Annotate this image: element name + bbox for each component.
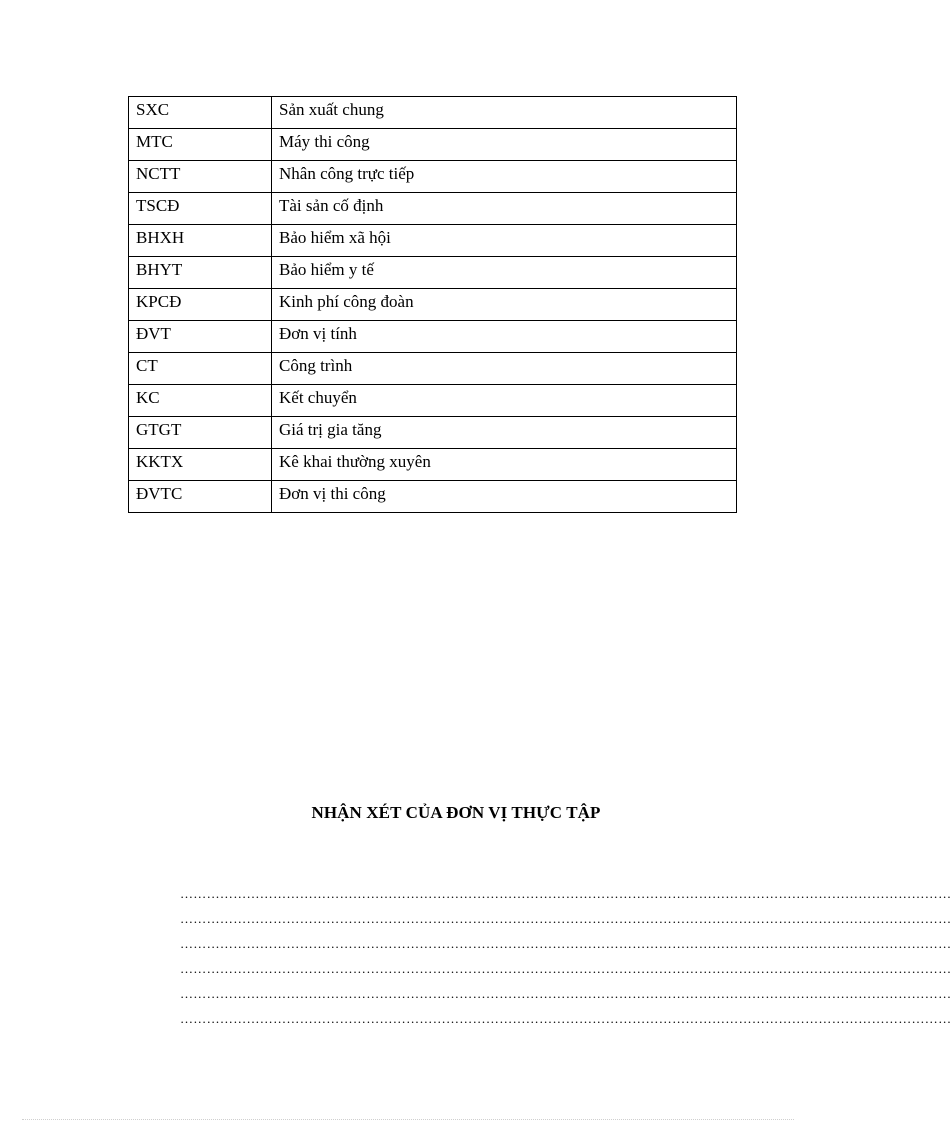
abbreviation-code: CT: [129, 353, 272, 385]
table-row: [129, 161, 737, 193]
blank-dotted-line: …………………………………………………………………………………………………………………………………………………………: [180, 1011, 951, 1026]
abbreviation-code: ĐVT: [129, 321, 272, 353]
abbreviation-table: [128, 96, 737, 513]
table-row: [129, 353, 737, 385]
table-row: [129, 449, 737, 481]
abbreviation-meaning: Máy thi công: [272, 129, 737, 161]
abbreviation-meaning: Sản xuất chung: [272, 97, 737, 129]
abbreviation-code: TSCĐ: [129, 193, 272, 225]
abbreviation-code: KPCĐ: [129, 289, 272, 321]
abbreviation-code: MTC: [129, 129, 272, 161]
page-bottom-divider: [22, 1119, 794, 1120]
abbreviation-code: GTGT: [129, 417, 272, 449]
blank-dotted-line: …………………………………………………………………………………………………………………………………………………………: [180, 886, 951, 901]
blank-dotted-line: …………………………………………………………………………………………………………………………………………………………: [180, 961, 951, 976]
table-row: [129, 481, 737, 513]
abbreviation-meaning: Kinh phí công đoàn: [272, 289, 737, 321]
abbreviation-code: ĐVTC: [129, 481, 272, 513]
abbreviation-meaning: Nhân công trực tiếp: [272, 161, 737, 193]
table-row: [129, 129, 737, 161]
abbreviation-meaning: Kê khai thường xuyên: [272, 449, 737, 481]
table-row: [129, 289, 737, 321]
table-row: [129, 321, 737, 353]
abbreviation-meaning: Bảo hiểm xã hội: [272, 225, 737, 257]
abbreviation-code: KC: [129, 385, 272, 417]
blank-dotted-line: …………………………………………………………………………………………………………………………………………………………: [180, 911, 951, 926]
abbreviation-meaning: Giá trị gia tăng: [272, 417, 737, 449]
abbreviation-meaning: Bảo hiểm y tế: [272, 257, 737, 289]
section-title: NHẬN XÉT CỦA ĐƠN VỊ THỰC TẬP: [311, 803, 601, 822]
table-row: [129, 417, 737, 449]
abbreviation-code: BHXH: [129, 225, 272, 257]
abbreviation-code: BHYT: [129, 257, 272, 289]
table-row: [129, 193, 737, 225]
abbreviation-meaning: Đơn vị tính: [272, 321, 737, 353]
abbreviation-code: NCTT: [129, 161, 272, 193]
abbreviation-meaning: Kết chuyển: [272, 385, 737, 417]
table-row: [129, 97, 737, 129]
blank-dotted-line: …………………………………………………………………………………………………………………………………………………………: [180, 986, 951, 1001]
abbreviation-meaning: Đơn vị thi công: [272, 481, 737, 513]
blank-dotted-line: …………………………………………………………………………………………………………………………………………………………: [180, 936, 951, 951]
table-row: [129, 225, 737, 257]
table-row: [129, 257, 737, 289]
abbreviation-code: KKTX: [129, 449, 272, 481]
abbreviation-meaning: Công trình: [272, 353, 737, 385]
table-row: [129, 385, 737, 417]
abbreviation-meaning: Tài sản cố định: [272, 193, 737, 225]
abbreviation-code: SXC: [129, 97, 272, 129]
